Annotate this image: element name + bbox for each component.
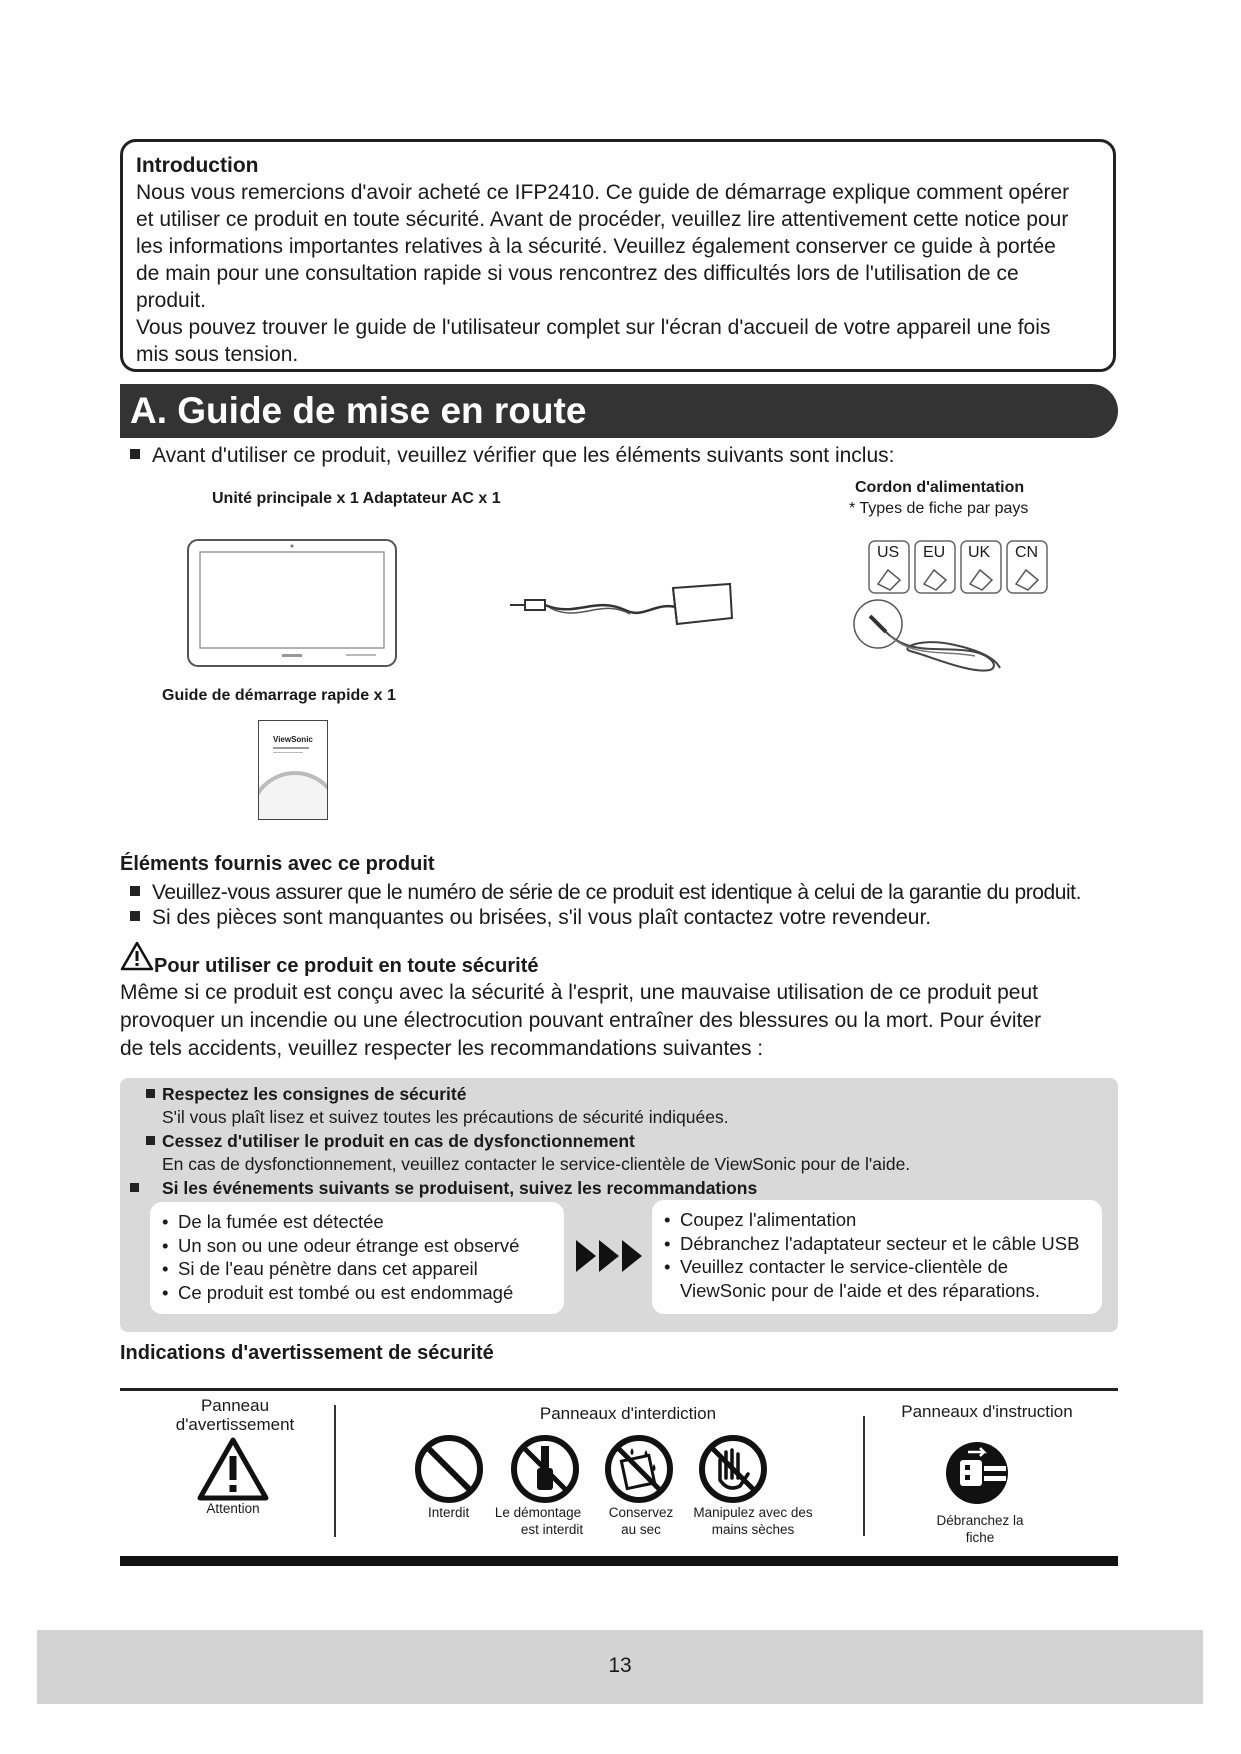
supplied-heading: Éléments fournis avec ce produit xyxy=(120,853,435,875)
intro-line: de main pour une consultation rapide si vous rencontrez des difficultés lors de l'utilisation de ce xyxy=(136,262,1019,285)
plug-eu: EU xyxy=(923,544,946,561)
main-unit-label: Unité principale x 1 Adaptateur AC x 1 xyxy=(212,490,501,507)
bullet-square-icon xyxy=(146,1136,155,1145)
intro-line: mis sous tension. xyxy=(136,343,299,366)
triple-arrow-icon xyxy=(576,1236,644,1276)
no-disassembly-icon xyxy=(510,1434,580,1504)
interdit-label: Interdit xyxy=(428,1505,470,1520)
action-item-continued: ViewSonic pour de l'aide et des réparations. xyxy=(680,1279,1041,1301)
quick-guide-label: Guide de démarrage rapide x 1 xyxy=(162,687,396,704)
rec-2-text: En cas de dysfonctionnement, veuillez contacter le service-clientèle de ViewSonic pour de l'aide. xyxy=(162,1154,911,1174)
page-footer xyxy=(37,1630,1203,1704)
power-cord-note: * Types de fiche par pays xyxy=(849,500,1029,517)
warnings-heading: Indications d'avertissement de sécurité xyxy=(120,1342,494,1364)
event-item: • Ce produit est tombé ou est endommagé xyxy=(162,1281,554,1305)
safety-text: Même si ce produit est conçu avec la sécurité à l'esprit, une mauvaise utilisation de ce produit peut provoquer un incendie ou une électrocution pouvant entraîner des blessures ou la mort. Pour éviter de tels accidents, veuillez respecter les recommandations suivantes : xyxy=(120,981,1042,1060)
bullet-square-icon xyxy=(130,886,140,896)
package-intro: Avant d'utiliser ce produit, veuillez vérifier que les éléments suivants sont inclus: xyxy=(130,443,895,469)
attention-label: Attention xyxy=(206,1501,260,1516)
intro-line: les informations importantes relatives à la sécurité. Veuillez également conserver ce guide à portée xyxy=(136,235,1056,258)
bullet-square-icon xyxy=(130,911,140,921)
intro-box xyxy=(120,139,1116,372)
ac-adapter-image xyxy=(505,578,735,638)
booklet-brand: ViewSonic xyxy=(273,735,313,744)
events-card xyxy=(150,1202,564,1314)
section-banner: A. Guide de mise en route xyxy=(120,384,1118,438)
prohibition-title: Panneaux d'interdiction xyxy=(539,1404,717,1423)
rec-2-title: Cessez d'utiliser le produit en cas de dysfonctionnement xyxy=(146,1130,635,1153)
keep-dry-icon xyxy=(604,1434,674,1504)
intro-line: Nous vous remercions d'avoir acheté ce IFP2410. Ce guide de démarrage explique comment opérer xyxy=(136,181,1070,204)
warning-triangle-icon xyxy=(120,941,154,971)
unplug-label: Débranchez la fiche xyxy=(936,1513,1024,1545)
event-item: • Si de l'eau pénètre dans cet appareil xyxy=(162,1257,554,1281)
display-unit-image xyxy=(186,538,400,670)
supplied-item: Si des pièces sont manquantes ou brisées, s'il vous plaît contactez votre revendeur. xyxy=(130,905,931,931)
instruction-title: Panneaux d'instruction xyxy=(901,1402,1073,1421)
attention-triangle-icon xyxy=(196,1436,270,1502)
safety-heading: Pour utiliser ce produit en toute sécurité xyxy=(154,955,539,977)
quick-guide-booklet-image xyxy=(258,720,328,820)
event-item: • De la fumée est détectée xyxy=(162,1210,554,1234)
intro-title: Introduction xyxy=(136,154,259,177)
action-item: • Débranchez l'adaptateur secteur et le câble USB xyxy=(664,1232,1092,1256)
rec-1-title: Respectez les consignes de sécurité xyxy=(146,1083,466,1106)
page-number: 13 xyxy=(608,1654,632,1677)
action-item: • Coupez l'alimentation xyxy=(664,1208,1092,1232)
keep-dry-label: Conservez au sec xyxy=(608,1505,674,1537)
unplug-icon xyxy=(944,1440,1014,1510)
table-top-rule xyxy=(120,1388,1118,1391)
dry-hands-label: Manipulez avec des mains sèches xyxy=(693,1505,813,1537)
intro-line: produit. xyxy=(136,289,207,312)
event-item: • Un son ou une odeur étrange est observé xyxy=(162,1234,554,1258)
bullet-square-icon xyxy=(130,1183,139,1192)
rec-3-title: Si les événements suivants se produisent, suivez les recommandations xyxy=(130,1177,757,1200)
column-divider xyxy=(334,1405,336,1537)
intro-line: Vous pouvez trouver le guide de l'utilisateur complet sur l'écran d'accueil de votre appareil une fois xyxy=(136,316,1051,339)
table-bottom-rule xyxy=(120,1556,1118,1566)
plug-us: US xyxy=(877,544,900,561)
rec-1-text: S'il vous plaît lisez et suivez toutes les précautions de sécurité indiquées. xyxy=(162,1107,729,1127)
plug-cn: CN xyxy=(1015,544,1039,561)
bullet-square-icon xyxy=(130,449,140,459)
warning-panel-title: Panneau d'avertissement xyxy=(175,1396,295,1434)
plug-uk: UK xyxy=(968,544,991,561)
power-cord-image xyxy=(850,596,1010,676)
actions-card xyxy=(652,1200,1102,1314)
intro-line: et utiliser ce produit en toute sécurité. Avant de procéder, veuillez lire attentivement cette notice pour xyxy=(136,208,1069,231)
column-divider xyxy=(863,1416,865,1536)
prohibited-icon xyxy=(414,1434,484,1504)
action-item: • Veuillez contacter le service-clientèle de xyxy=(664,1255,1092,1279)
power-cord-label: Cordon d'alimentation xyxy=(855,479,1025,496)
dry-hands-icon xyxy=(698,1434,768,1504)
disassembly-label: Le démontage est interdit xyxy=(494,1505,584,1537)
plug-types xyxy=(868,540,1052,594)
supplied-item: Veuillez-vous assurer que le numéro de série de ce produit est identique à celui de la garantie du produit. xyxy=(130,880,1081,906)
bullet-square-icon xyxy=(146,1089,155,1098)
